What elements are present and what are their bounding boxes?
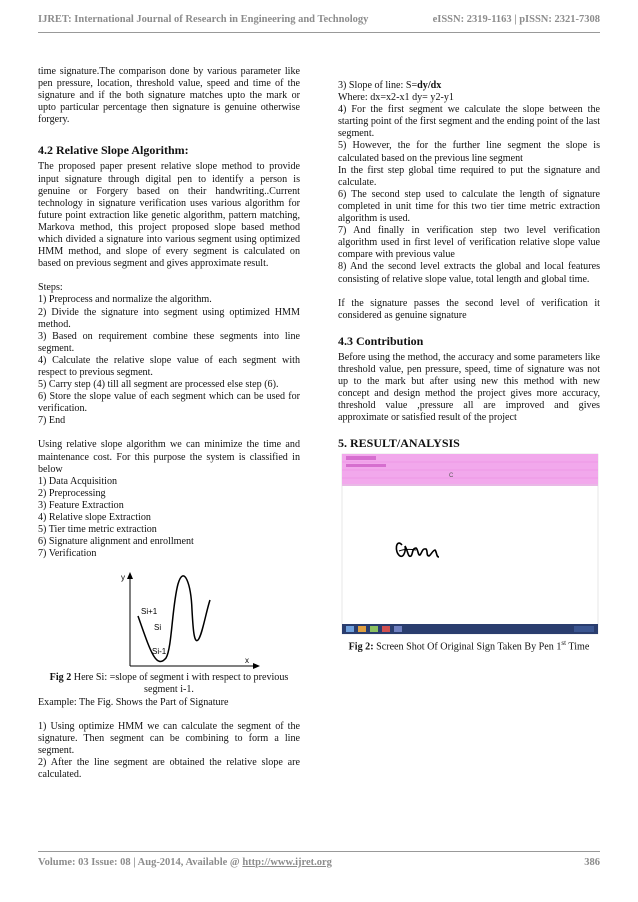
- label-si: Si: [154, 623, 162, 633]
- where-line: Where: dx=x2-x1 dy= y2-y1: [338, 92, 454, 104]
- step-item: 6) Store the slope value of each segment which can be used for verification.: [38, 391, 300, 415]
- issn: eISSN: 2319-1163 | pISSN: 2321-7308: [432, 14, 600, 25]
- signature-curve: [138, 576, 210, 662]
- journal-title: IJRET: International Journal of Research in Engineering and Technology: [38, 14, 369, 25]
- passes-paragraph: If the signature passes the second level of verification it considered as genuine signature: [338, 297, 600, 321]
- list-item: 1) Data Acquisition: [38, 475, 118, 487]
- fig-2-caption: [38, 672, 300, 696]
- step-item: 3) Based on requirement combine these segments into line segment.: [38, 330, 300, 354]
- screenshot-caption: [338, 637, 600, 653]
- using-paragraph: Using relative slope algorithm we can minimize the time and maintenance cost. For this purpose the system is classified in below: [38, 439, 300, 475]
- list-item: 5) Tier time metric extraction: [38, 524, 157, 536]
- step-item: 5) Carry step (4) till all segment are processed else step (6).: [38, 379, 279, 391]
- section-heading-4-2: 4.2 Relative Slope Algorithm:: [38, 143, 189, 158]
- slope-formula: dy/dx: [417, 80, 442, 91]
- list-item: 4) Relative slope Extraction: [38, 512, 151, 523]
- footer-rule: [38, 851, 600, 852]
- right-item: 5) However, the for the further line segment the slope is calculated based on the previous line segment: [338, 140, 600, 164]
- steps-title: Steps:: [38, 282, 63, 294]
- right-item: 6) The second step used to calculate the length of signature completed in unit time for this two tier time metric extraction algorithm is used.: [338, 188, 600, 225]
- x-axis-label: x: [245, 656, 249, 666]
- footer-volume: [38, 857, 332, 868]
- slope-graph-figure: [38, 560, 300, 672]
- example-line: Example: The Fig. Shows the Part of Signature: [38, 696, 229, 708]
- x-axis-arrow: [253, 663, 260, 669]
- y-axis-label: y: [121, 573, 125, 583]
- y-axis-arrow: [127, 572, 133, 579]
- list-item: 2) Preprocessing: [38, 487, 106, 499]
- page-footer: [38, 857, 600, 868]
- list-item: 7) Verification: [38, 548, 97, 560]
- screenshot-fig-text-a: Screen Shot Of Original Sign Taken By Pen 1: [373, 641, 562, 653]
- right-item: 4) For the first segment we calculate the slope between the starting point of the first segment and the ending point of the last segment.: [338, 104, 600, 140]
- slope-graph: [38, 560, 300, 672]
- screenshot-fig-label: Fig 2:: [348, 641, 374, 653]
- contribution-paragraph: Before using the method, the accuracy and some parameters like threshold value, pen pressure, speed, time of signature was not up to the mark but after using new this method with new concept and design method the project gives more accuracy, threshold value ,pressure all are improved and gives approximate or satisfied result of the project: [338, 351, 600, 424]
- page-header: [38, 14, 600, 25]
- toolbar-marker: C: [449, 473, 454, 480]
- hmm-paragraph-1: 1) Using optimize HMM we can calculate the segment of the signature. Then segment can be combining to form a line segment.: [38, 720, 300, 756]
- screenshot-fig-sup: st: [561, 639, 567, 648]
- right-item: 7) And finally in verification step two level verification algorithm used in first level of verification relative slope value compare with previous value: [338, 225, 600, 261]
- pink-toolbar: [342, 454, 598, 484]
- page-number: 386: [584, 857, 600, 868]
- intro-paragraph: time signature.The comparison done by various parameter like pen pressure, location, threshold value, speed and time of the signature and if the both signature matches upto the mark or upto particular percentage then signature is genuine otherwise forgery.: [38, 66, 300, 126]
- list-item: 6) Signature alignment and enrollment: [38, 536, 194, 548]
- step-item: 4) Calculate the relative slope value of each segment with respect to previous segment.: [38, 354, 300, 378]
- slope-prefix: 3) Slope of line: S=: [338, 80, 418, 91]
- right-column: [338, 80, 600, 654]
- right-item: In the first step global time required to put the signature and calculate.: [338, 164, 600, 188]
- section-heading-5: 5. RESULT/ANALYSIS: [338, 436, 460, 451]
- header-rule: [38, 32, 600, 33]
- screenshot-fig-text-b: Time: [566, 641, 590, 653]
- fig-2-text: Here Si: =slope of segment i with respect to previous segment i-1.: [71, 672, 289, 696]
- step-item: 2) Divide the signature into segment using optimized HMM method.: [38, 306, 300, 330]
- step-item: 7) End: [38, 415, 66, 427]
- left-column: [38, 66, 300, 781]
- step-item: 1) Preprocess and normalize the algorithm.: [38, 294, 212, 306]
- section-heading-4-3: 4.3 Contribution: [338, 333, 424, 348]
- footer-link[interactable]: http://www.ijret.org: [242, 857, 332, 868]
- screenshot-image: [338, 452, 600, 637]
- proposed-paragraph: The proposed paper present relative slope method to provide input signature through digital pen to identify a person is genuine or Forgery based on their handwriting..Current technology in signature verification uses various algorithm for future point extraction like genetic algorithm, pattern matching, Markova method, this project proposed slope based method which divided a signature into various segment using optimized HMM method, and slope of every segment is calculated on based on previous segment and gives approximate result.: [38, 161, 300, 270]
- label-si-plus-1: Si+1: [141, 607, 158, 617]
- hmm-paragraph-2: 2) After the line segment are obtained the relative slope are calculated.: [38, 756, 300, 781]
- fig-2-label: Fig 2: [49, 672, 72, 684]
- taskbar: [342, 624, 598, 634]
- footer-left-text: Volume: 03 Issue: 08 | Aug-2014, Available @: [38, 857, 243, 868]
- label-si-minus-1: Si-1: [152, 647, 167, 657]
- right-item: 8) And the second level extracts the global and local features consisting of relative slope value, total length and global time.: [338, 261, 600, 285]
- signature-screenshot: [338, 452, 600, 637]
- slope-line: [338, 80, 600, 92]
- list-item: 3) Feature Extraction: [38, 499, 124, 511]
